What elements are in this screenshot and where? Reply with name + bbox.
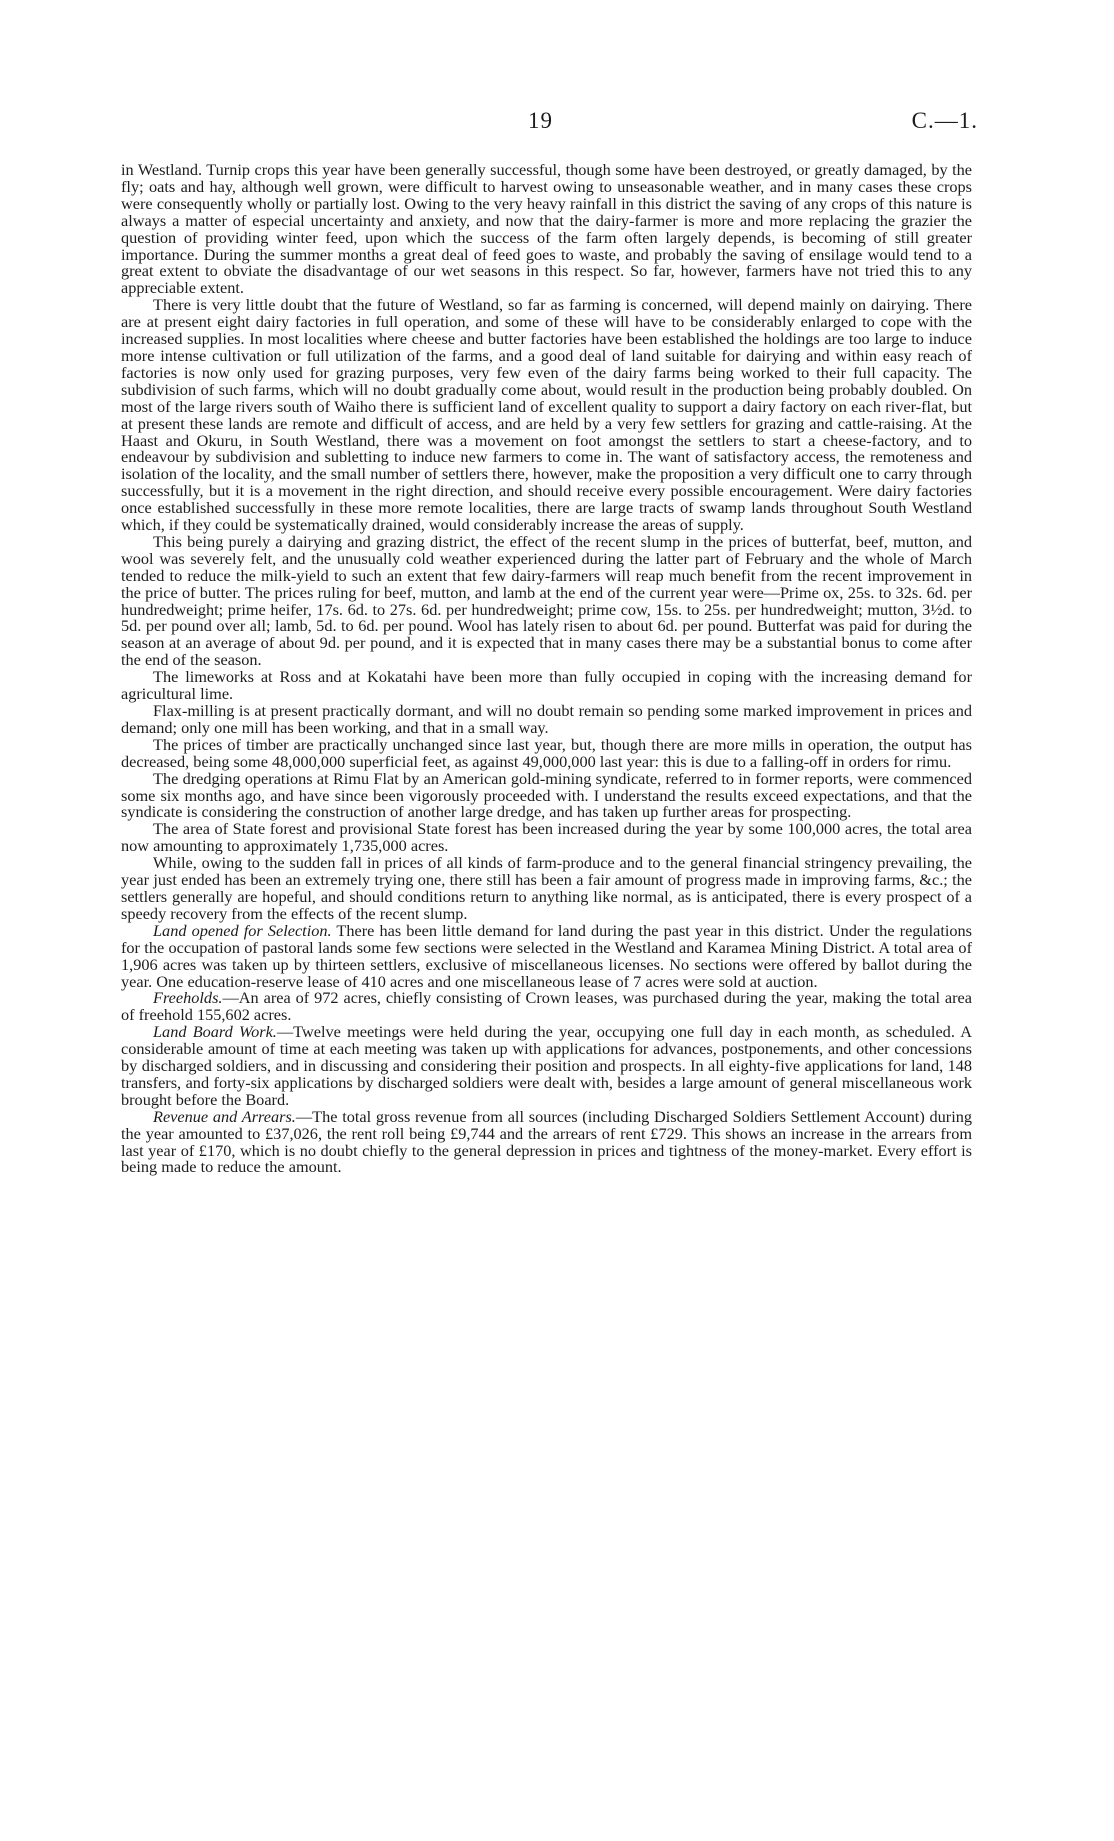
paragraph-prices — [121, 531, 972, 670]
side-heading: Revenue and Arrears. — [153, 1106, 296, 1126]
side-heading: Land opened for Selection. — [153, 920, 332, 940]
side-heading: Land Board Work. — [153, 1022, 277, 1042]
body-text — [121, 162, 972, 1176]
paragraph-state-forest — [121, 821, 972, 855]
paragraph-timber — [121, 734, 972, 771]
paragraph-text: —An area of 972 acres, chiefly consisting of Crown leases, was purchased during the year, making the total area of freehold 155,602 acres. — [121, 988, 972, 1025]
paragraph-flax-milling — [121, 703, 972, 737]
paragraph-text: This being purely a dairying and grazing district, the effect of the recent slump in the prices of butterfat, beef, mutton, and wool was severely felt, and the unusually cold weather experienced during the latter part of February and the whole of March tended to reduce the milk-yield to such an extent that few dairy-farmers will reap much benefit from the recent improvement in the price of butter. The prices ruling for beef, mutton, and lamb at the end of the current year were—Prime ox, 25s. to 32s. 6d. per hundredweight; prime heifer, 17s. 6d. to 27s. 6d. per hundredweight; prime cow, 15s. to 25s. per hundredweight; mutton, 3½d. to 5d. per pound over all; lamb, 5d. to 6d. per pound. Wool has lately risen to about 6d. per pound. Butterfat was paid for during the season at an average of about 9d. per pound, and it is expected that in many cases there may be a substantial bonus to come after the end of the season. — [121, 531, 972, 670]
paragraph-dredging — [121, 768, 972, 822]
paragraph-text: —Twelve meetings were held during the year, occupying one full day in each month, as scheduled. A considerable amount of time at each meeting was taken up with applications for advances, postponements, and other concessions by discharged soldiers, and in discussing and considering their position and prospects. In all eighty-five applications for land, 148 transfers, and forty-six applications by discharged soldiers were dealt with, besides a large amount of general miscellaneous work brought before the Board. — [121, 1022, 972, 1109]
paragraph-text: While, owing to the sudden fall in prices of all kinds of farm-produce and to the general financial stringency prevailing, the year just ended has been an extremely trying one, there still has been a fair amount of progress made in improving farms, &c.; the settlers generally are hopeful, and should conditions return to anything like normal, as is anticipated, there is every prospect of a speedy recovery from the effects of the recent slump. — [121, 853, 972, 923]
paragraph-text: in Westland. Turnip crops this year have been generally successful, though some have been destroyed, or greatly damaged, by the fly; oats and hay, although well grown, were difficult to harvest owing to unseasonable weather, and in many cases these crops were consequently wholly or partially lost. Owing to the very heavy rainfall in this district the saving of any crops of this nature is always a matter of especial uncertainty and anxiety, and now that the dairy-farmer is more and more replacing the grazier the question of providing winter feed, upon which the success of the farm often largely depends, is becoming of still greater importance. During the summer months a great deal of feed goes to waste, and probably the saving of ensilage would tend to a great extent to obviate the disadvantage of our wet seasons in this respect. So far, however, farmers have not tried this to any appreciable extent. — [121, 160, 972, 298]
paragraph-limeworks — [121, 669, 972, 703]
paragraph-text: The area of State forest and provisional State forest has been increased during the year by some 100,000 acres, the total area now amounting to approximately 1,735,000 acres. — [121, 819, 972, 856]
side-heading: Freeholds. — [153, 988, 223, 1008]
paragraph-revenue-arrears — [121, 1106, 972, 1177]
paragraph-text: There is very little doubt that the future of Westland, so far as farming is concerned, will depend mainly on dairying. There are at present eight dairy factories in full operation, and some of these will have to be considerably enlarged to cope with the increased supplies. In most localities where cheese and butter factories have been established the holdings are too large to induce more intense cultivation or full utilization of the farms, and a good deal of land suitable for dairying and within easy reach of factories is now only used for grazing purposes, very few even of the dairy farms being worked to their full capacity. The subdivision of such farms, which will no doubt gradually come about, would result in the production being probably doubled. On most of the large rivers south of Waiho there is sufficient land of excellent quality to support a dairy factory on each river-flat, but at present these lands are remote and difficult of access, and are held by a very few settlers for grazing and cattle-raising. At the Haast and Okuru, in South Westland, there was a movement on foot amongst the settlers to start a cheese-factory, and to endeavour by subdivision and subletting to induce new farmers to come in. The want of satisfactory access, the remoteness and isolation of the locality, and the small number of settlers there, however, make the proposition a very difficult one to carry through successfully, but it is a movement in the right direction, and should receive every possible encouragement. Were dairy factories once established successfully in these more remote localities, there are large tracts of swamp lands throughout South Westland which, if they could be systematically drained, would considerably increase the areas of supply. — [121, 295, 972, 535]
paragraph-text: The dredging operations at Rimu Flat by an American gold-mining syndicate, referred to in former reports, were commenced some six months ago, and have since been vigorously proceeded with. I understand the results exceed expectations, and that the syndicate is considering the construction of another large dredge, and has taken up further areas for prospecting. — [121, 768, 972, 822]
paragraph-text: Flax-milling is at present practically dormant, and will no doubt remain so pending some marked improvement in prices and demand; only one mill has been working, and that in a small way. — [121, 701, 972, 737]
paragraph-text: There has been little demand for land during the past year in this district. Under the regulations for the occupation of pastoral lands some few sections were selected in the Westland and Karamea Mining District. A total area of 1,906 acres was taken up by thirteen settlers, exclusive of miscellaneous licenses. No sections were offered by ballot during the year. One education-reserve lease of 410 acres and one miscellaneous lease of 7 acres were sold at auction. — [121, 920, 973, 991]
page-header — [0, 108, 1114, 142]
paragraph-dairying — [121, 297, 972, 534]
paragraph-text: —The total gross revenue from all sources (including Discharged Soldiers Settlement Account) during the year amounted to £37,026, the rent roll being £9,744 and the arrears of rent £729. This shows an increase in the arrears from last year of £170, which is no doubt chiefly to the general depression in prices and tightness of the money-market. Every effort is being made to reduce the amount. — [121, 1106, 972, 1177]
document-reference: C.—1. — [911, 108, 978, 133]
paragraph-crops — [121, 162, 972, 297]
paragraph-freeholds — [121, 990, 972, 1024]
paragraph-text: The limeworks at Ross and at Kokatahi have been more than fully occupied in coping with the increasing demand for agricultural lime. — [121, 667, 972, 704]
paragraph-text: The prices of timber are practically unchanged since last year, but, though there are more mills in operation, the output has decreased, being some 48,000,000 superficial feet, as against 49,000,000 last year: this is due to a falling-off in orders for rimu. — [121, 734, 972, 771]
page-number: 19 — [528, 108, 553, 133]
paragraph-land-opened — [121, 920, 973, 991]
paragraph-land-board-work — [121, 1024, 972, 1109]
paragraph-progress — [121, 855, 972, 923]
